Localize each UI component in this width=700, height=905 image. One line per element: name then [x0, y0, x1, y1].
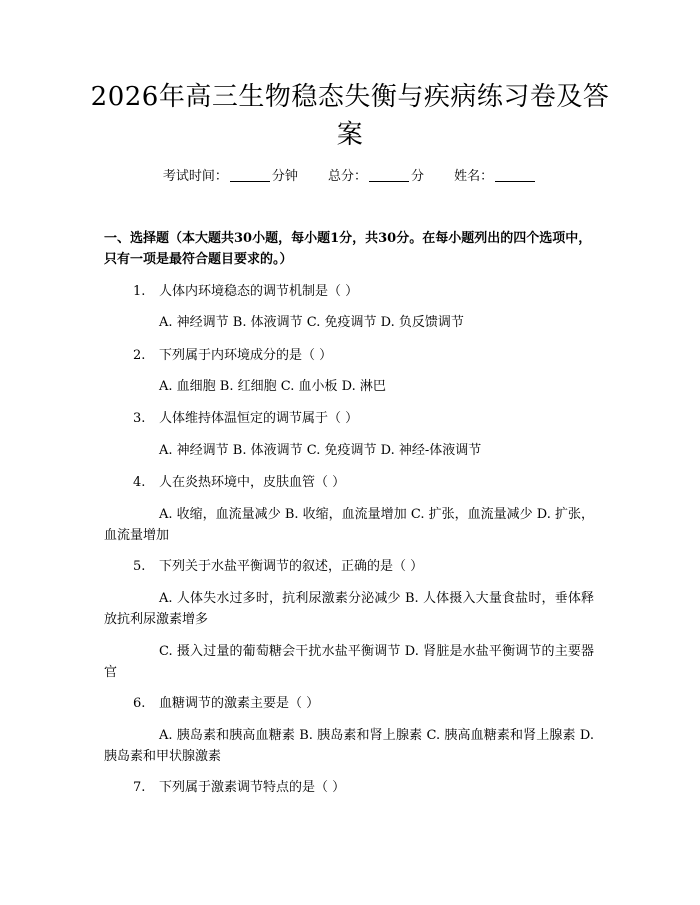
exam-time-blank	[230, 169, 270, 182]
student-name-label: 姓名：	[454, 169, 494, 184]
question-1	[133, 282, 593, 302]
question-number: 5.	[133, 559, 146, 574]
total-score-label: 总分：	[327, 169, 367, 184]
question-2-options: A. 血细胞 B. 红细胞 C. 血小板 D. 淋巴	[159, 379, 386, 394]
question-4-options: A. 收缩，血流量减少 B. 收缩，血流量增加 C. 扩张，血流量减少 D. 扩张，血流量增加	[104, 507, 594, 543]
question-stem: 下列属于内环境成分的是（ ）	[159, 348, 333, 363]
exam-time-label: 考试时间：	[162, 169, 228, 184]
question-stem: 人体内环境稳态的调节机制是（ ）	[159, 284, 359, 299]
student-name	[454, 168, 537, 186]
question-5-options-line2: C. 摄入过量的葡萄糖会干扰水盐平衡调节 D. 肾脏是水盐平衡调节的主要器官	[104, 644, 594, 680]
section-heading-choice: 一、选择题（本大题共30小题，每小题1分，共30分。在每小题列出的四个选项中，只有一项是最符合题目要求的。）	[104, 231, 592, 267]
total-score-unit: 分	[411, 169, 425, 184]
question-4	[133, 473, 593, 493]
question-number: 3.	[133, 411, 146, 426]
exam-time	[163, 168, 298, 186]
question-6	[133, 694, 593, 714]
total-score	[328, 168, 424, 186]
question-3-options: A. 神经调节 B. 体液调节 C. 免疫调节 D. 神经-体液调节	[159, 443, 482, 458]
exam-time-unit: 分钟	[271, 169, 298, 184]
question-number: 4.	[133, 475, 146, 490]
question-3	[133, 409, 593, 429]
question-6-options: A. 胰岛素和胰高血糖素 B. 胰岛素和肾上腺素 C. 胰高血糖素和肾上腺素 D. 胰岛素和甲状腺激素	[104, 728, 594, 764]
question-stem: 下列关于水盐平衡调节的叙述，正确的是（ ）	[159, 559, 424, 574]
exam-meta	[0, 168, 700, 186]
total-score-blank	[369, 169, 409, 182]
question-stem: 下列属于激素调节特点的是（ ）	[159, 780, 346, 795]
question-7	[133, 778, 593, 798]
question-5-options-line1: A. 人体失水过多时，抗利尿激素分泌减少 B. 人体摄入大量食盐时，垂体释放抗利尿激素增多	[104, 591, 594, 627]
question-2	[133, 346, 593, 366]
question-stem: 人体维持体温恒定的调节属于（ ）	[159, 411, 359, 426]
question-stem: 血糖调节的激素主要是（ ）	[159, 696, 320, 711]
question-number: 1.	[133, 284, 146, 299]
question-number: 2.	[133, 348, 146, 363]
question-5	[133, 557, 593, 577]
question-1-options: A. 神经调节 B. 体液调节 C. 免疫调节 D. 负反馈调节	[159, 315, 464, 330]
student-name-blank	[495, 169, 535, 182]
document-title: 2026年高三生物稳态失衡与疾病练习卷及答案	[90, 82, 610, 150]
question-number: 7.	[133, 780, 146, 795]
question-stem: 人在炎热环境中，皮肤血管（ ）	[159, 475, 346, 490]
question-number: 6.	[133, 696, 146, 711]
